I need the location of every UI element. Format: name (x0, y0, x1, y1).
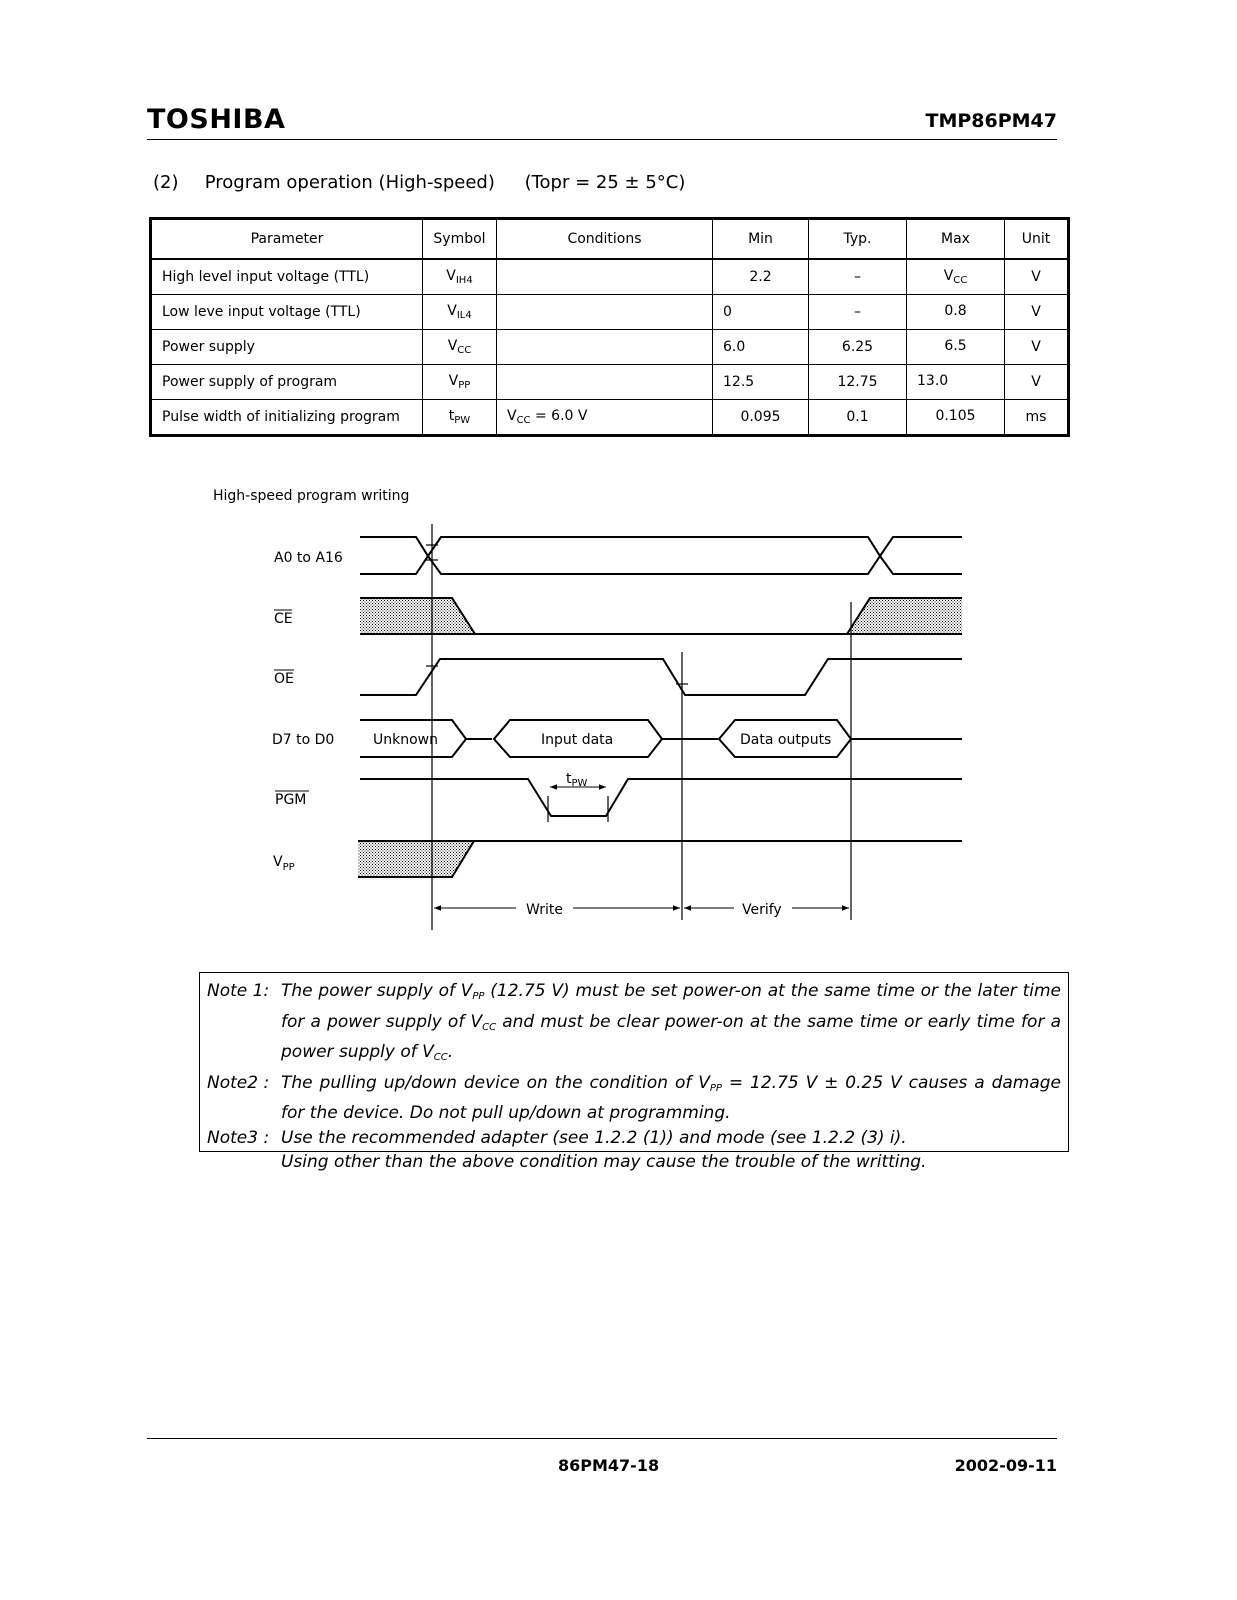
footer-rule (147, 1438, 1057, 1439)
note-body: The pulling up/down device on the condition of $V_{PP} = 12.75$ V ± 0.25 V causes a damage for the device. Do not pull up/down at programming. (281, 1072, 1062, 1123)
bus-label-data-outputs: Data outputs (740, 732, 832, 748)
bus-label-unknown: Unknown (373, 732, 438, 748)
note-key: Note 1: (207, 981, 270, 1001)
header-conditions: Conditions (497, 219, 713, 260)
note-2 (207, 1071, 1061, 1126)
note-key: Note2 : (207, 1072, 270, 1093)
cell-parameter: Pulse width of initializing program (151, 400, 423, 436)
cell-symbol: $V_{IL4}$ (423, 295, 497, 330)
cell-unit: V (1005, 295, 1069, 330)
cell-max: 6.5 (907, 330, 1005, 365)
cell-symbol: $t_{PW}$ (423, 400, 497, 436)
note-3 (207, 1126, 1061, 1175)
note-body: The power supply of $V_{PP}$ (12.75 V) must be set power-on at the same time or the later time for a power supply of $V_{CC}$ and must be clear power-on at the same time or early time for a power supply of $V_{CC}$. (281, 981, 1061, 1063)
phase-label-write: Write (526, 902, 563, 918)
address-bus-bottom (360, 556, 962, 574)
ce-shaded-end (847, 598, 962, 634)
section-title: Program operation (High-speed) (204, 172, 495, 193)
signal-label-data: D7 to D0 (272, 732, 335, 748)
signal-label-address: A0 to A16 (274, 550, 343, 566)
cell-unit: ms (1005, 400, 1069, 436)
cell-max: 0.105 (907, 400, 1005, 436)
signal-label-oe: OE (274, 671, 294, 687)
cell-max: $V_{CC}$ (907, 259, 1005, 295)
header-symbol: Symbol (423, 219, 497, 260)
phase-label-verify: Verify (742, 902, 782, 918)
cell-parameter: Low leve input voltage (TTL) (151, 295, 423, 330)
cell-min: 2.2 (713, 259, 809, 295)
cell-parameter: High level input voltage (TTL) (151, 259, 423, 295)
notes-box (199, 972, 1069, 1172)
cell-min: 6.0 (713, 330, 809, 365)
cell-typ: 6.25 (809, 330, 907, 365)
cell-symbol: $V_{IH4}$ (423, 259, 497, 295)
cell-min: 0 (713, 295, 809, 330)
section-number: (2) (153, 172, 179, 193)
cell-max: 13.0 (907, 365, 1005, 400)
cell-symbol: $V_{PP}$ (423, 365, 497, 400)
cell-conditions: $V_{CC} = 6.0$ V (497, 400, 713, 436)
header-parameter: Parameter (151, 219, 423, 260)
address-bus-top (360, 537, 962, 556)
cell-max: 0.8 (907, 295, 1005, 330)
cell-typ: – (809, 259, 907, 295)
diagram-title: High-speed program writing (213, 488, 410, 504)
cell-unit: V (1005, 330, 1069, 365)
toshiba-logo: TOSHIBA (147, 104, 286, 135)
page-code: 86PM47-18 (558, 1456, 660, 1475)
document-id: TMP86PM47 (925, 110, 1057, 132)
signal-label-ce: CE (274, 611, 293, 627)
ce-shaded-start (360, 598, 475, 634)
cell-typ: 12.75 (809, 365, 907, 400)
header-min: Min (713, 219, 809, 260)
cell-unit: V (1005, 259, 1069, 295)
header-max: Max (907, 219, 1005, 260)
cell-symbol: $V_{CC}$ (423, 330, 497, 365)
note-key: Note3 : (207, 1127, 270, 1148)
cell-min: 0.095 (713, 400, 809, 436)
note-1 (207, 979, 1061, 1071)
cell-min: 12.5 (713, 365, 809, 400)
oe-waveform (360, 659, 962, 695)
pgm-waveform (360, 779, 962, 816)
note-body: Use the recommended adapter (see 1.2.2 (1)) and mode (see 1.2.2 (3) i). Using other than the above condition may cause the trouble of the writting. (281, 1127, 927, 1172)
cell-typ: 0.1 (809, 400, 907, 436)
header-typ: Typ. (809, 219, 907, 260)
signal-label-pgm: PGM (275, 792, 307, 808)
tpw-label: $t_{PW}$ (566, 771, 588, 789)
cell-parameter: Power supply of program (151, 365, 423, 400)
cell-parameter: Power supply (151, 330, 423, 365)
vpp-shaded (358, 841, 474, 877)
header-unit: Unit (1005, 219, 1069, 260)
bus-label-input-data: Input data (541, 732, 614, 748)
signal-label-vpp: $V_{PP}$ (273, 854, 295, 873)
cell-typ: – (809, 295, 907, 330)
cell-unit: V (1005, 365, 1069, 400)
section-condition: (Topr = 25 ± 5°C) (524, 172, 686, 193)
page-date: 2002-09-11 (954, 1456, 1057, 1475)
